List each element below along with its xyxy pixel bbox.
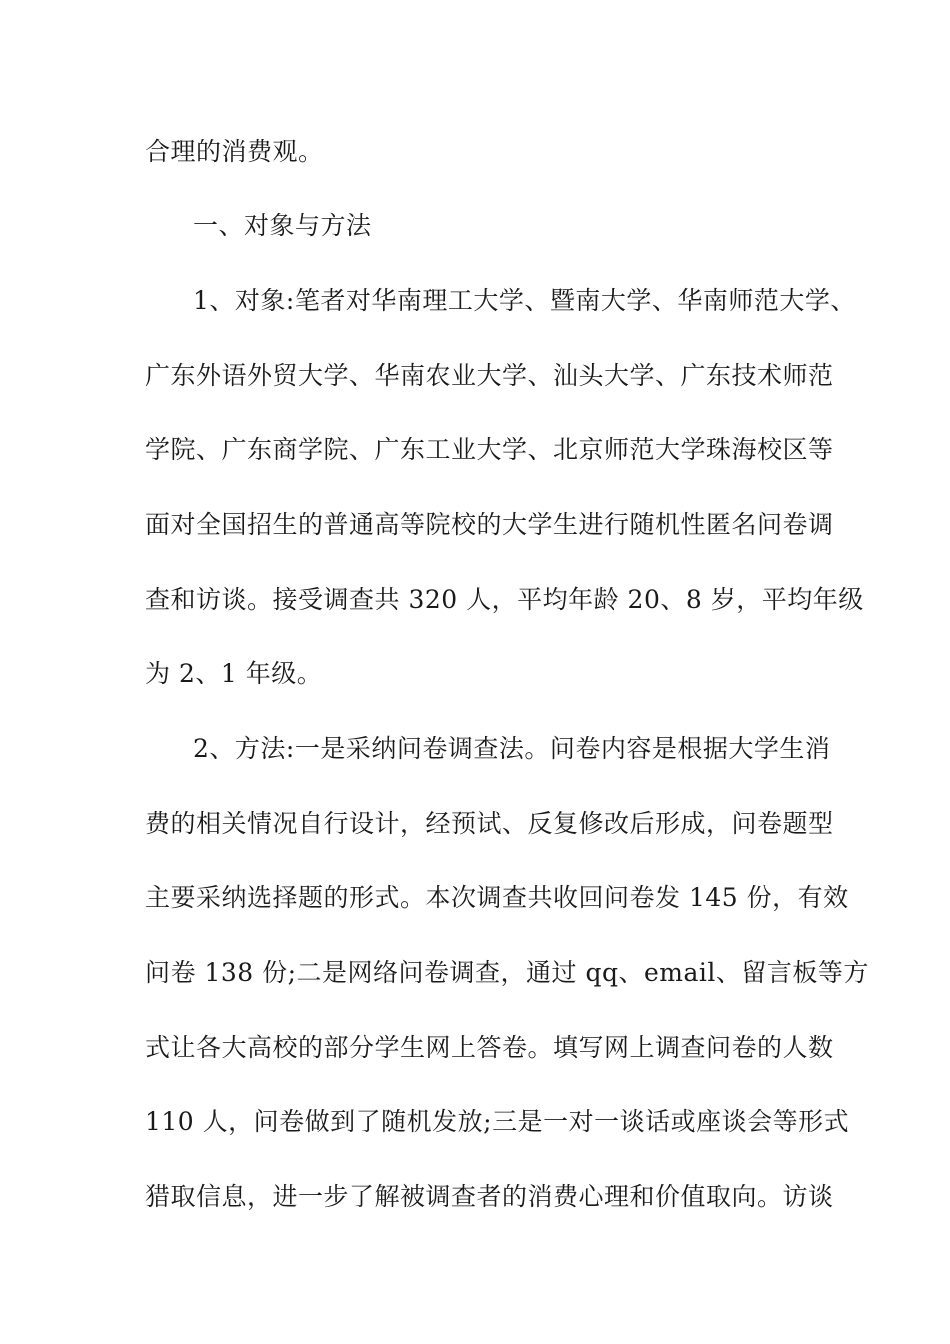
section-heading: 一、对象与方法 bbox=[193, 211, 372, 240]
paragraph-line: 问卷 138 份;二是网络问卷调查，通过 qq、email、留言板等方 bbox=[145, 958, 869, 987]
paragraph-line: 学院、广东商学院、广东工业大学、北京师范大学珠海校区等 bbox=[145, 435, 834, 464]
paragraph-line: 1、对象:笔者对华南理工大学、暨南大学、华南师范大学、 bbox=[193, 286, 856, 315]
paragraph-line: 主要采纳选择题的形式。本次调查共收回问卷发 145 份，有效 bbox=[145, 883, 849, 912]
paragraph-line: 2、方法:一是采纳问卷调查法。问卷内容是根据大学生消 bbox=[193, 734, 831, 763]
paragraph-line: 110 人，问卷做到了随机发放;三是一对一谈话或座谈会等形式 bbox=[145, 1107, 850, 1136]
paragraph-line: 为 2、1 年级。 bbox=[145, 659, 323, 688]
paragraph-line: 合理的消费观。 bbox=[145, 137, 324, 166]
paragraph-line: 式让各大高校的部分学生网上答卷。填写网上调查问卷的人数 bbox=[145, 1033, 834, 1062]
paragraph-line: 面对全国招生的普通高等院校的大学生进行随机性匿名问卷调 bbox=[145, 510, 834, 539]
paragraph-line: 查和访谈。接受调查共 320 人，平均年龄 20、8 岁，平均年级 bbox=[145, 585, 864, 614]
paragraph-line: 猎取信息，进一步了解被调查者的消费心理和价值取向。访谈 bbox=[145, 1182, 834, 1211]
paragraph-line: 费的相关情况自行设计，经预试、反复修改后形成，问卷题型 bbox=[145, 809, 834, 838]
paragraph-line: 广东外语外贸大学、华南农业大学、汕头大学、广东技术师范 bbox=[145, 361, 834, 390]
